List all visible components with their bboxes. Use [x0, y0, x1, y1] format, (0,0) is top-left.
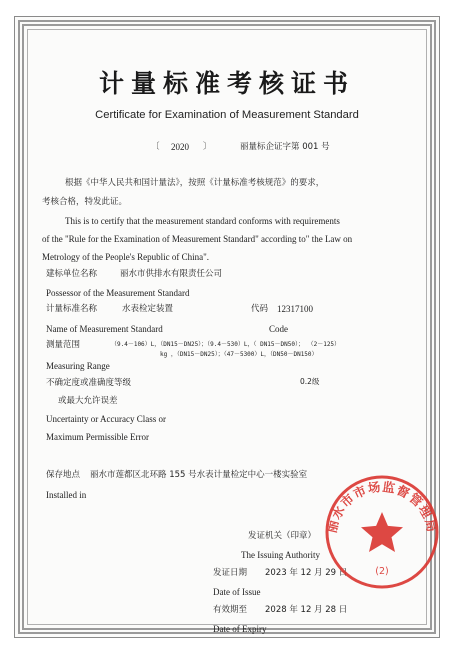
uncertainty-value: 0.2级 [300, 377, 320, 386]
location-value: 丽水市莲都区北环路 155 号水表计量检定中心一楼实验室 [90, 470, 308, 480]
statement-cn-line2: 考核合格，特发此证。 [42, 197, 128, 207]
uncertainty-label-cn2: 或最大允许误差 [58, 396, 118, 406]
standard-label-en: Name of Measurement Standard [46, 324, 163, 334]
code-label-cn: 代码 [251, 304, 269, 314]
statement-cn-line1: 根据《中华人民共和国计量法》，按照《计量标准考核规范》的要求， [65, 178, 325, 188]
code-label-en: Code [269, 324, 288, 334]
seal-star-icon [361, 512, 403, 552]
range-value-line2: kg ，（DN15－DN25）；（47－5300）L，（DN50－DN150） [160, 351, 318, 358]
code-value: 12317100 [277, 304, 313, 314]
year-bracket-close: 〕 [203, 142, 212, 152]
year-bracket-open: 〔 [151, 142, 160, 152]
range-label-cn: 测量范围 [46, 340, 81, 350]
seal-number: (2) [375, 566, 389, 577]
seal-text: 丽水市市场监督管理局 [324, 478, 440, 535]
issue-date-label-cn: 发证日期 [213, 568, 248, 578]
possessor-value: 丽水市供排水有限责任公司 [120, 269, 223, 279]
uncertainty-label-en2: Maximum Permissible Error [46, 432, 149, 442]
possessor-label-cn: 建标单位名称 [46, 269, 98, 279]
expiry-date-label-en: Date of Expiry [213, 624, 267, 634]
official-seal-stamp [324, 474, 440, 590]
range-value-line1: （9.4－106）L，（DN15－DN25）；（9.4－530）L，（ DN15－DN50）； （2－125） [111, 341, 341, 348]
issuing-authority-cn: 发证机关（印章） [248, 531, 317, 541]
certificate-title-en: Certificate for Examination of Measurement Standard [95, 109, 359, 121]
standard-value: 水表检定装置 [122, 304, 174, 314]
expiry-date-label-cn: 有效期至 [213, 605, 248, 615]
possessor-label-en: Possessor of the Measurement Standard [46, 288, 190, 298]
certificate-number: 丽量标企证字第 001 号 [240, 142, 330, 152]
range-label-en: Measuring Range [46, 361, 110, 371]
location-label-cn: 保存地点 [46, 470, 81, 480]
location-label-en: Installed in [46, 490, 87, 500]
uncertainty-label-cn1: 不确定度或准确度等级 [46, 378, 132, 388]
issuing-authority-en: The Issuing Authority [241, 550, 320, 560]
certificate-year: 2020 [171, 142, 189, 152]
issue-date-label-en: Date of Issue [213, 587, 261, 597]
certificate-title-cn: 计量标准考核证书 [98, 69, 355, 98]
statement-en-line3: Metrology of the People's Republic of China". [42, 252, 210, 262]
statement-en-line1: This is to certify that the measurement standard conforms with requirements [65, 216, 340, 226]
issue-date-value: 2023 年 12 月 29 日 [265, 568, 348, 578]
standard-label-cn: 计量标准名称 [46, 304, 98, 314]
expiry-date-value: 2028 年 12 月 28 日 [265, 605, 348, 615]
statement-en-line2: of the "Rule for the Examination of Measurement Standard" according to" the Law on [42, 234, 353, 244]
uncertainty-label-en1: Uncertainty or Accuracy Class or [46, 414, 166, 424]
